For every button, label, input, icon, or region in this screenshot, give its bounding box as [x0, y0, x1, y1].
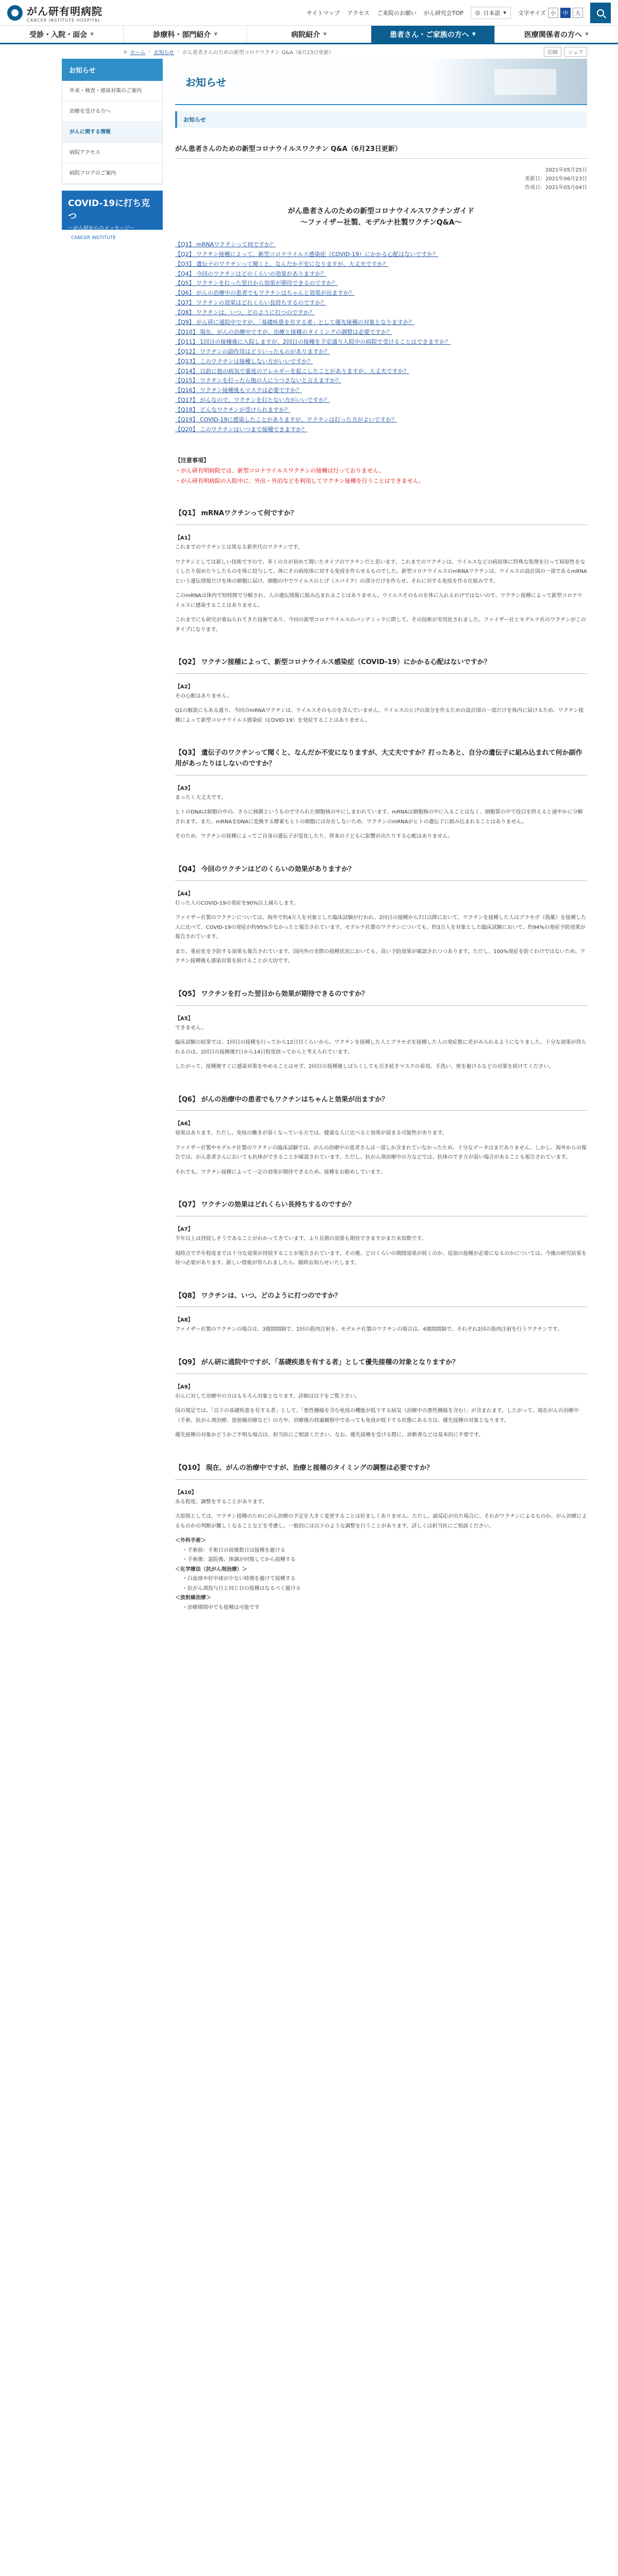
answer-body — [175, 543, 587, 635]
qa-section — [175, 1200, 587, 1268]
answer-list-title: ＜外科手術＞ — [175, 1538, 206, 1544]
answer-body — [175, 1024, 587, 1072]
chevron-down-icon: ▼ — [585, 31, 589, 37]
util-link-access[interactable]: アクセス — [347, 9, 370, 16]
sidebar-heading: お知らせ — [62, 59, 163, 81]
covid-banner-title: COVID-19に打ち克つ — [68, 198, 150, 222]
toc-link[interactable]: 【Q18】 どんなワクチンが受けられますか？ — [175, 406, 290, 414]
hero-image — [433, 59, 587, 105]
page-tools — [544, 47, 587, 57]
sidebar — [62, 59, 163, 1613]
sidebar-item-access[interactable]: 病院アクセス — [62, 143, 162, 163]
gnav-item-professionals[interactable]: 医療関係者の方へ ▼ — [524, 30, 589, 39]
toc-link[interactable]: 【Q12】 ワクチンの副作用はどういったものがありますか？ — [175, 348, 330, 355]
question-heading: 【Q9】 がん研に通院中ですが、「基礎疾患を有する者」として優先接種の対象となりますか？ — [175, 1358, 587, 1374]
gnav-item-visit[interactable]: 受診・入院・面会 ▼ — [0, 26, 124, 43]
answer-list-item: ・白血球や好中球が少ない時期を避けて接種する — [182, 1576, 296, 1582]
answer-paragraph: がんに対して治療中の方はもちろん対象となります。詳細は以下をご覧下さい。 — [175, 1393, 360, 1399]
main-layout — [0, 59, 618, 1613]
question-heading: 【Q3】 遺伝子のワクチンって聞くと、なんだか不安になりますが、大丈夫ですか？打ったあと、自分の遺伝子に組み込まれて何か副作用があったりはしないのですか？ — [175, 748, 587, 775]
page-title: お知らせ — [185, 76, 227, 89]
qa-section — [175, 509, 587, 635]
answer-paragraph: 半年以上は持続しそうであることがわかってきています。より長期の効果も期待できますがまだ未知数です。 — [175, 1236, 427, 1242]
question-heading: 【Q8】 ワクチンは、いつ、どのように打つのですか？ — [175, 1291, 587, 1308]
toc-link[interactable]: 【Q6】 がんの治療中の患者でもワクチンはちゃんと効果が出ますか？ — [175, 290, 355, 297]
answer-paragraph: これまでにも研究が重ねられてきた技術であり、今回の新型コロナウイルスのパンデミックに際して、その技術が実用化されました。ファイザー社とモデルナ社のワクチンがこのタイプになります。 — [175, 617, 586, 633]
answer-body — [175, 793, 587, 842]
answer-body — [175, 1129, 587, 1177]
toc-link[interactable]: 【Q11】 1回目の接種後に入院しますが、2回目の接種を予定通り入院中の病院で受けることはできますか？ — [175, 338, 451, 345]
util-link-jfcr[interactable]: がん研究会TOP — [423, 9, 464, 16]
answer-body — [175, 692, 587, 726]
question-heading: 【Q6】 がんの治療中の患者でもワクチンはちゃんと効果が出ますか？ — [175, 1095, 587, 1111]
qa-section — [175, 657, 587, 725]
sidebar-item-floor[interactable]: 病院フロアのご案内 — [62, 163, 162, 184]
util-link-sitemap[interactable]: サイトマップ — [306, 9, 340, 16]
answer-paragraph: これまでのワクチンとは異なる新世代のワクチンです。 — [175, 545, 303, 551]
answer-paragraph: 大原則としては、ワクチン接種のためにがん治療の予定を大きく変更することは好ましくありません。ただし、副反応が出た場合に、それがワクチンによるものか、がん治療によるものかの判断が難しくなることなどを考慮し、一般的には以下のような調整を行うことがあります。詳しくは担当医にご相談ください。 — [175, 1514, 587, 1529]
covid-banner[interactable] — [62, 191, 163, 241]
qa-section — [175, 865, 587, 967]
answer-paragraph: 効果はあります。ただし、免疫の働きが弱くなっている方では、健康な人に比べると効果が弱まる可能性があります。 — [175, 1130, 448, 1137]
language-label: 日本語 — [483, 9, 501, 16]
main-content — [175, 59, 587, 1613]
table-of-contents — [175, 240, 587, 435]
logo-title: がん研有明病院 — [27, 5, 102, 18]
toc-link[interactable]: 【Q3】 遺伝子のワクチンって聞くと、なんだか不安になりますが、大丈夫ですか？ — [175, 260, 389, 267]
home-icon: ⌂ — [124, 48, 127, 55]
toc-link[interactable]: 【Q14】 以前に他の病気で重度のアレルギーを起こしたことがありますが、大丈夫ですか？ — [175, 367, 409, 375]
toc-link[interactable]: 【Q7】 ワクチンの効果はどれくらい長持ちするのですか？ — [175, 299, 327, 307]
qa-section — [175, 1291, 587, 1335]
chevron-down-icon: ▼ — [472, 31, 476, 37]
section-label: お知らせ — [175, 111, 587, 128]
qa-section — [175, 1095, 587, 1178]
toc-link[interactable]: 【Q5】 ワクチンを打った翌日から効果が期待できるのですか？ — [175, 280, 338, 287]
font-size-medium-button[interactable]: 中 — [560, 8, 571, 18]
site-header — [0, 0, 618, 26]
logo-subtitle: CANCER INSTITUTE HOSPITAL — [27, 18, 101, 23]
print-button[interactable]: 印刷 — [544, 47, 561, 57]
toc-link[interactable]: 【Q19】 COVID-19に感染したことがありますが、ワクチンは打った方がよいですか？ — [175, 416, 397, 423]
question-heading: 【Q7】 ワクチンの効果はどれくらい長持ちするのですか？ — [175, 1200, 587, 1216]
answer-label: 【A2】 — [175, 684, 193, 690]
answer-list-item: ・治療期間中でも接種は可能です — [182, 1604, 260, 1611]
chevron-down-icon: ▼ — [90, 31, 94, 37]
sidebar-list — [62, 81, 163, 184]
toc-link[interactable]: 【Q10】 現在、がんの治療中ですが、治療と接種のタイミングの調整は必要ですか？ — [175, 328, 392, 335]
logo-mark-icon — [7, 5, 23, 21]
sidebar-item-treatment[interactable]: 治療を受ける方へ — [62, 101, 162, 122]
page-hero — [175, 59, 587, 105]
toc-link[interactable]: 【Q1】 mRNAワクチンって何ですか？ — [175, 241, 276, 248]
article-title: がん患者さんのための新型コロナウイルスワクチン Q&A（6月23日更新） — [175, 143, 587, 159]
answer-list-item: ・手術前：手術日の前後数日は接種を避ける — [182, 1547, 285, 1553]
answer-paragraph: このmRNAは体内で短時間で分解され、人の遺伝情報に組み込まれることはありません。ウイルスそのものを体に入れるわけではないので、ワクチン接種によって新型コロナウイルスに感染することはありません。 — [175, 593, 582, 608]
covid-banner-tag: CANCER INSTITUTE — [68, 234, 119, 242]
global-nav — [0, 26, 618, 44]
qa-section — [175, 1463, 587, 1613]
guide-title: がん患者さんのための新型コロナウイルスワクチンガイド ～ファイザー社製、モデルナ社製ワクチンQ&A～ — [287, 207, 475, 227]
toc-link[interactable]: 【Q4】 今回のワクチンはどのくらいの効果がありますか？ — [175, 270, 327, 277]
toc-link[interactable]: 【Q13】 このワクチンは接種しない方がいいですか？ — [175, 358, 313, 365]
breadcrumb-home[interactable]: ホーム — [130, 49, 146, 56]
question-heading: 【Q10】 現在、がんの治療中ですが、治療と接種のタイミングの調整は必要ですか？ — [175, 1463, 587, 1480]
answer-paragraph: それでも、ワクチン接種によって一定の効果が期待できるため、接種をお勧めしています。 — [175, 1169, 386, 1175]
answer-list-title: ＜放射線治療＞ — [175, 1595, 211, 1601]
answer-label: 【A4】 — [175, 891, 193, 897]
toc-link[interactable]: 【Q17】 がんなので、ワクチンを打たない方がいいですか？ — [175, 397, 330, 404]
font-size-large-button[interactable]: 大 — [573, 8, 583, 18]
answer-label: 【A7】 — [175, 1227, 193, 1233]
answer-paragraph: 現時点で半年程度までは十分な効果が持続することが報告されています。その後、どのくらいの期間効果が続くのか、追加の接種が必要になるのかについては、今後の研究結果を待つ必要があります。新しい情報が得られましたら、随時お知らせいたします。 — [175, 1250, 587, 1266]
question-heading: 【Q4】 今回のワクチンはどのくらいの効果がありますか？ — [175, 865, 587, 881]
chevron-down-icon: ▾ — [503, 9, 506, 16]
answer-paragraph: ファイザー社製のワクチンの場合は、3週間間隔で、2回の筋肉注射を、モデルナ社製のワクチンの場合は、4週間間隔で、それぞれ2回の筋肉注射を行うワクチンです。 — [175, 1327, 563, 1333]
answer-body — [175, 1392, 587, 1440]
answer-paragraph: ファイザー社製のワクチンについては、海外で約4万人を対象とした臨床試験が行われ、2回目の接種から7日以降において、ワクチンを接種した人はプラセボ（偽薬）を接種した人に比べて、COVID-19の発症が約95%少なかったと報告されています。モデルナ社製のワクチンについても、約3万人を対象とした臨床試験において、約94%の発症予防効果が報告されています。 — [175, 915, 587, 940]
answer-list-item: ・抗がん剤投与日と同じ日の接種はなるべく避ける — [182, 1585, 301, 1591]
answer-body — [175, 899, 587, 967]
toc-link[interactable]: 【Q20】 このワクチンはいつまで接種できますか？ — [175, 426, 307, 433]
sidebar-item-outpatient[interactable]: 外来・検査・感染対策のご案内 — [62, 81, 162, 101]
answer-body — [175, 1234, 587, 1268]
util-link-visit[interactable]: ご来院のお願い — [376, 9, 417, 16]
article-dates — [175, 166, 587, 192]
answer-paragraph: したがって、接種後すぐに感染対策をやめることはせず、2回目の接種後しばらくしても引き続きマスクの着用、手洗い、密を避けるなどの対策を続けてください。 — [175, 1064, 554, 1070]
gnav-item-about[interactable]: 病院紹介 ▼ — [247, 26, 371, 43]
answer-label: 【A9】 — [175, 1384, 193, 1390]
answer-paragraph: また、重症化を予防する効果も報告されています。国内外の実際の接種状況においても、高い予防効果が確認されつつあります。ただし、100%発症を防ぐわけではないため、ワクチン接種後も感染対策を続けることが大切です。 — [175, 948, 586, 964]
date-main: 2021年05月25日 — [545, 167, 587, 173]
utility-nav — [306, 3, 611, 23]
answer-list-item: ・手術後：退院後、体調が回復してから接種する — [182, 1557, 296, 1563]
answer-body — [175, 1325, 587, 1335]
toc-link[interactable]: 【Q15】 ワクチンを打ったら他の人にうつさないと言えますか？ — [175, 377, 341, 384]
font-size-label: 文字サイズ — [518, 9, 546, 16]
site-logo[interactable] — [7, 3, 102, 23]
notice-heading: 【注意事項】 — [175, 456, 209, 464]
toc-link[interactable]: 【Q16】 ワクチン接種後もマスクは必要ですか？ — [175, 387, 302, 394]
answer-label: 【A8】 — [175, 1317, 193, 1324]
answer-paragraph: そのため、ワクチンの接種によってご自身の遺伝子が変化したり、将来の子どもに影響が出たりする心配はありません。 — [175, 834, 453, 840]
answer-paragraph: 国の規定では、「以下の基礎疾患を有する者」として、「悪性腫瘍を含む免疫の機能が低下する病気（治療中の悪性腫瘍を含む）」が含まれます。したがって、現在がんの治療中（手術、抗がん剤治療、放射線治療など）の方や、治療後の経過観察中であっても免疫が低下する状態にある方は、優先接種の対象となります。 — [175, 1408, 579, 1423]
answer-paragraph: Q1の解説にもある通り、今回のmRNAワクチンは、ウイルスそのものを含んでいません。ウイルスのとげの部分を作るための設計図の一部だけを体内に届けるため、ワクチン接種によって新型コロナウイルス感染症（COVID-19）を発症することはありません。 — [175, 708, 584, 723]
sidebar-item-cancer-info[interactable]: がんに関する情報 — [62, 122, 162, 143]
search-icon — [597, 9, 604, 16]
notice-line: ・がん研有明病院では、新型コロナウイルスワクチンの接種は行っておりません。 — [175, 467, 385, 474]
font-size-control — [518, 8, 583, 18]
answer-label: 【A5】 — [175, 1015, 193, 1022]
breadcrumb-current: がん患者さんのための新型コロナワクチン Q&A（6月23日更新） — [182, 49, 334, 56]
search-button[interactable] — [590, 3, 611, 23]
notice-line: ・がん研有明病院の入院中に、外出・外泊などを利用してワクチン接種を行うことはできません。 — [175, 477, 425, 484]
qa-section — [175, 748, 587, 842]
answer-paragraph: 優先接種の対象かどうかご不明な場合は、担当医にご相談ください。なお、優先接種を受ける際に、診断書などは基本的に不要です。 — [175, 1432, 484, 1438]
chevron-down-icon: ▼ — [323, 31, 327, 37]
answer-body — [175, 1498, 587, 1613]
font-size-small-button[interactable]: 小 — [548, 8, 558, 18]
answer-paragraph: できません。 — [175, 1025, 207, 1031]
answer-paragraph: ワクチンとしては新しい技術ですので、多くの方が初めて聞いたタイプのワクチンだと思います。これまでのワクチンは、ウイルスなどの病原体に特殊な処理を行って病原性をなくしたり弱めたりしたものを体に投与して、体にその病原体に対する免疫を作らせるものでした。新型コロナウイルスのmRNAワクチンは、ウイルスの設計図の一部であるmRNAという遺伝情報だけを体の細胞に届け、細胞の中でウイルスのとげ（スパイク）の部分だけを作らせ、それに対する免疫を作る仕組みです。 — [175, 559, 587, 584]
answer-label: 【A6】 — [175, 1121, 193, 1127]
date-created: 作成日：2021年05月04日 — [525, 185, 587, 191]
question-heading: 【Q5】 ワクチンを打った翌日から効果が期待できるのですか？ — [175, 989, 587, 1006]
qa-list — [175, 509, 587, 1613]
qa-section — [175, 1358, 587, 1440]
answer-paragraph: その心配はありません。 — [175, 693, 232, 699]
language-selector[interactable] — [471, 7, 511, 19]
date-updated: 更新日：2021年06月23日 — [525, 176, 587, 182]
answer-paragraph: 打った人のCOVID-19の発症を90%以上減らします。 — [175, 900, 299, 906]
answer-label: 【A3】 — [175, 785, 193, 791]
covid-banner-sub: ～がん研からのメッセージ～ — [68, 226, 135, 231]
toc-link[interactable]: 【Q2】 ワクチン接種によって、新型コロナウイルス感染症（COVID-19）にかかる心配はないですか？ — [175, 250, 439, 258]
answer-paragraph: 臨床試験の結果では、1回目の接種を行ってから12日目くらいから、ワクチンを接種した人とプラセボを接種した人の発症数に差がみられるようになりました。十分な効果が得られるのは、2回目の接種後7日から14日程度経ってからと考えられています。 — [175, 1040, 587, 1055]
question-heading: 【Q2】 ワクチン接種によって、新型コロナウイルス感染症（COVID-19）にかかる心配はないですか？ — [175, 657, 587, 674]
answer-label: 【A1】 — [175, 535, 193, 541]
toc-link[interactable]: 【Q9】 がん研に通院中ですが、「基礎疾患を有する者」として優先接種の対象となりますか？ — [175, 319, 415, 326]
breadcrumb-news[interactable]: お知らせ — [153, 49, 175, 56]
gnav-item-patients[interactable]: 患者さん・ご家族の方へ ▼ — [371, 26, 495, 43]
answer-label: 【A10】 — [175, 1489, 197, 1496]
share-button[interactable]: シェア — [564, 47, 587, 57]
answer-list-title: ＜化学療法（抗がん剤治療）＞ — [175, 1566, 247, 1572]
answer-paragraph: ヒトのDNAは細胞の中の、さらに核膜というもので守られた細胞核の中にしまわれています。mRNAは細胞核の中に入ることはなく、細胞質の中で役目を終えると速やかに分解されます。また、mRNAをDNAに変換する酵素もヒトの細胞には存在しないため、ワクチンのmRNAがヒトの遺伝子に組み込まれることはありません。 — [175, 809, 583, 825]
gnav-item-departments[interactable]: 診療科・部門紹介 ▼ — [124, 26, 247, 43]
answer-paragraph: ある程度、調整をすることがあります。 — [175, 1499, 268, 1505]
toc-link[interactable]: 【Q8】 ワクチンは、いつ、どのように打つのですか？ — [175, 309, 315, 316]
qa-section — [175, 989, 587, 1072]
breadcrumb: ⌂ ホーム › お知らせ › がん患者さんのための新型コロナワクチン Q&A（6月23日更新） 印刷 シェア — [0, 44, 618, 59]
notice-box — [175, 455, 587, 486]
globe-icon: ◎ — [475, 9, 480, 16]
answer-paragraph: まったく大丈夫です。 — [175, 794, 227, 801]
answer-paragraph: ファイザー社製やモデルナ社製のワクチンの臨床試験では、がんの治療中の患者さんは一部しか含まれていなかったため、十分なデータはまだありません。しかし、海外からの報告では、がん患者さんにおいても抗体ができることが確認されています。ただし、抗がん剤治療中の方などでは、抗体のでき方が弱い場合があることも報告されています。 — [175, 1145, 587, 1161]
chevron-down-icon: ▼ — [214, 31, 218, 37]
question-heading: 【Q1】 mRNAワクチンって何ですか？ — [175, 509, 587, 525]
